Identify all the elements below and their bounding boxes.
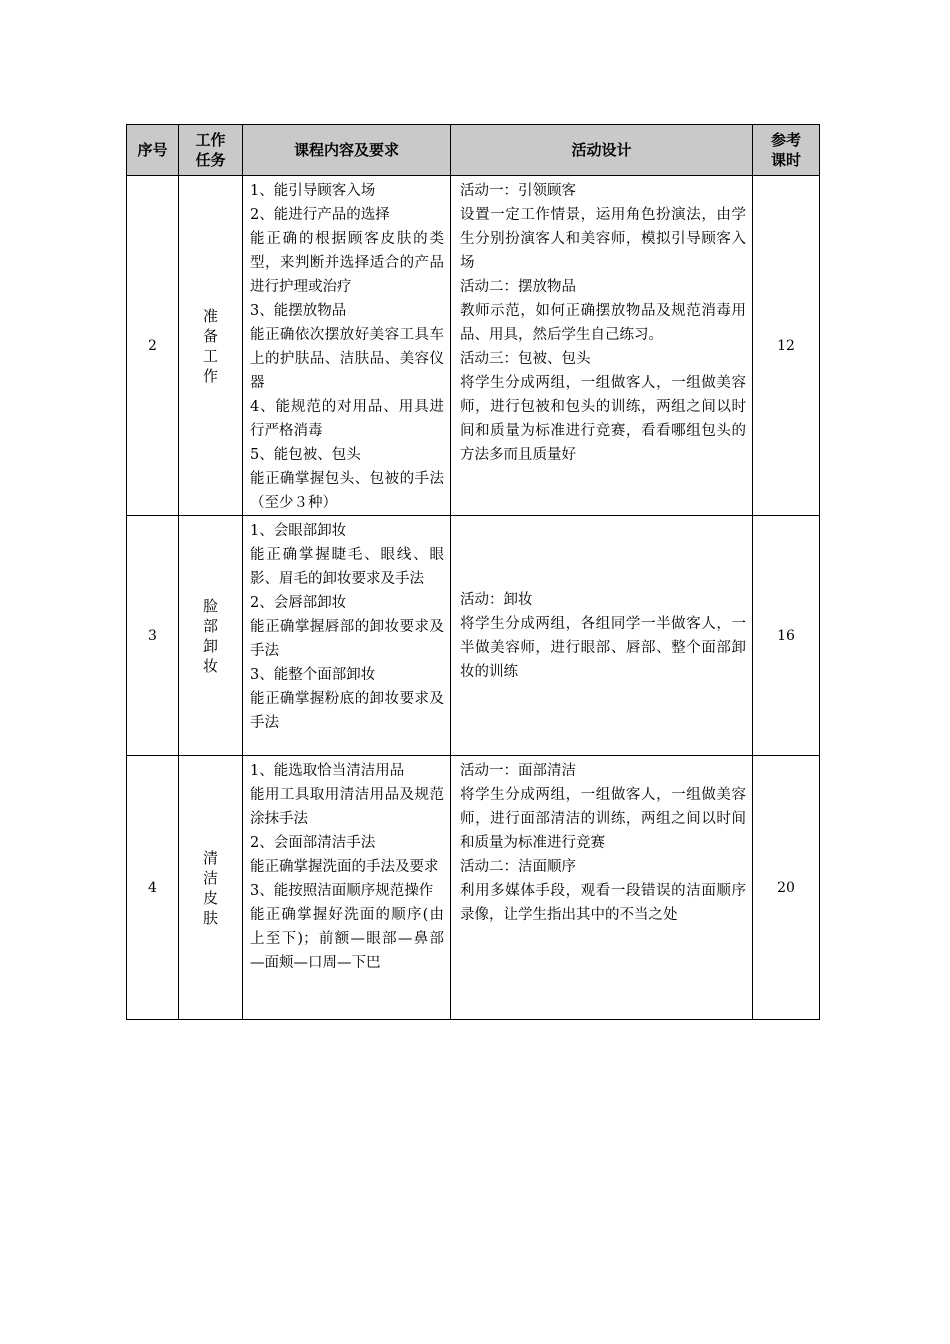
header-hours: 参考课时: [753, 125, 820, 176]
row-seq: 3: [127, 516, 179, 756]
table-row: [127, 756, 820, 1020]
row-content: 1、会眼部卸妆 能正确掌握睫毛、眼线、眼影、眉毛的卸妆要求及手法 2、会唇部卸妆 能正确掌握唇部的卸妆要求及手法 3、能整个面部卸妆 能正确掌握粉底的卸妆要求及手法: [243, 516, 451, 756]
row-hours: 12: [753, 176, 820, 516]
row-task: 清洁皮肤: [179, 756, 243, 1020]
row-seq: 2: [127, 176, 179, 516]
row-content: 1、能引导顾客入场 2、能进行产品的选择 能正确的根据顾客皮肤的类型，来判断并选择适合的产品进行护理或治疗 3、能摆放物品 能正确依次摆放好美容工具车上的护肤品、洁肤品、美容仪器 4、能规范的对用品、用具进行严格消毒 5、能包被、包头 能正确掌握包头、包被的手法（至少３种）: [243, 176, 451, 516]
table-row: [127, 516, 820, 756]
row-activity: 活动一：引领顾客 设置一定工作情景，运用角色扮演法，由学生分别扮演客人和美容师，模拟引导顾客入场 活动二：摆放物品 教师示范，如何正确摆放物品及规范消毒用品、用具，然后学生自己练习。 活动三：包被、包头 将学生分成两组，一组做客人，一组做美容师，进行包被和包头的训练，两组之间以时间和质量为标准进行竞赛，看看哪组包头的方法多而且质量好: [451, 176, 753, 516]
row-hours: 16: [753, 516, 820, 756]
row-task: 准备工作: [179, 176, 243, 516]
header-seq: 序号: [127, 125, 179, 176]
row-hours: 20: [753, 756, 820, 1020]
row-activity: 活动一：面部清洁 将学生分成两组，一组做客人，一组做美容师，进行面部清洁的训练，两组之间以时间和质量为标准进行竞赛 活动二：洁面顺序 利用多媒体手段，观看一段错误的洁面顺序录像，让学生指出其中的不当之处: [451, 756, 753, 1020]
row-seq: 4: [127, 756, 179, 1020]
row-content: 1、能选取恰当清洁用品 能用工具取用清洁用品及规范涂抹手法 2、会面部清洁手法 能正确掌握洗面的手法及要求 3、能按照洁面顺序规范操作 能正确掌握好洗面的顺序(由上至下)；前额—眼部—鼻部—面颊—口周—下巴: [243, 756, 451, 1020]
header-task: 工作任务: [179, 125, 243, 176]
course-table: [126, 124, 820, 1020]
table-header: [127, 125, 820, 176]
header-content: 课程内容及要求: [243, 125, 451, 176]
table-row: [127, 176, 820, 516]
row-task: 脸部卸妆: [179, 516, 243, 756]
header-activity: 活动设计: [451, 125, 753, 176]
row-activity: 活动：卸妆 将学生分成两组，各组同学一半做客人，一半做美容师，进行眼部、唇部、整个面部卸妆的训练: [451, 516, 753, 756]
